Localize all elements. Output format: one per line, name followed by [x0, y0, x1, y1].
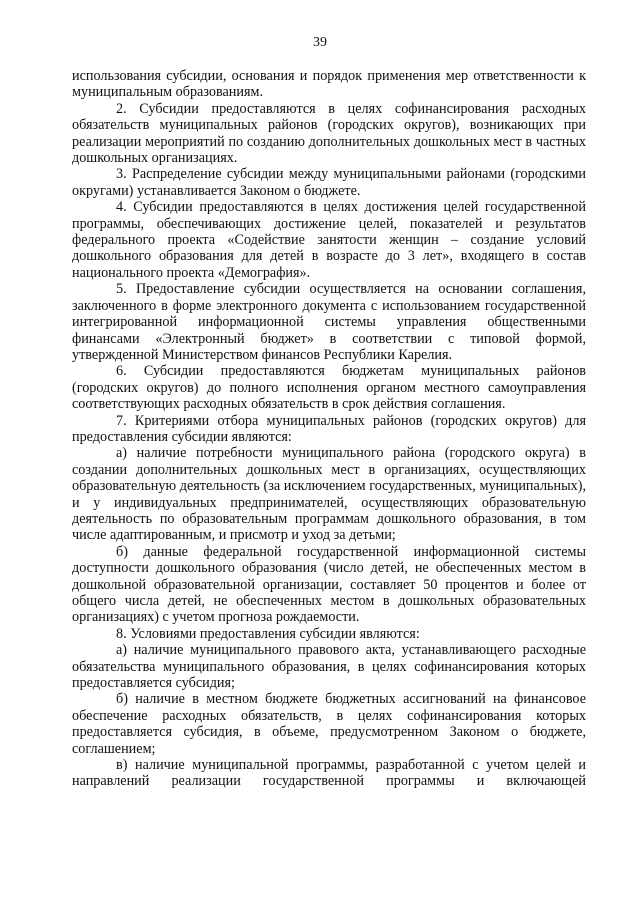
paragraph-item-2: 2. Субсидии предоставляются в целях софинансирования расходных обязательств муниципальных районов (городских округов), возникающих при реализации мероприятий по созданию дополнительных дошкольных мест в частных дошкольных организациях. [72, 100, 586, 167]
page-number: 39 [313, 35, 327, 50]
paragraph-item-4: 4. Субсидии предоставляются в целях достижения целей государственной программы, обеспечивающих достижение целей, показателей и результатов федерального проекта «Содействие занятости женщин – создание условий дошкольного образования для детей в возрасте до 3 лет», входящего в состав национального проекта «Демография». [72, 199, 586, 281]
paragraph-item-3: 3. Распределение субсидии между муниципальными районами (городскими округами) устанавливается Законом о бюджете. [72, 166, 586, 199]
paragraph-item-8a: а) наличие муниципального правового акта, устанавливающего расходные обязательства муниципального образования, в целях софинансирования которых предоставляется субсидия; [72, 642, 586, 692]
paragraph-item-8: 8. Условиями предоставления субсидии являются: [116, 625, 420, 642]
paragraph-continuation: использования субсидии, основания и порядок применения мер ответственности к муниципальным образованиям. [72, 68, 586, 101]
paragraph-item-7b: б) данные федеральной государственной информационной системы доступности дошкольного образования (число детей, не обеспеченных местом в дошкольной образовательной организации, составляет 50 процентов и более от общего числа детей, не обеспеченных местом в дошкольных образовательных организациях) с учетом прогноза рождаемости. [72, 543, 586, 626]
paragraph-item-6: 6. Субсидии предоставляются бюджетам муниципальных районов (городских округов) до полного исполнения органом местного самоуправления соответствующих расходных обязательств в срок действия соглашения. [72, 363, 586, 413]
document-body [72, 68, 586, 790]
paragraph-item-5: 5. Предоставление субсидии осуществляется на основании соглашения, заключенного в форме электронного документа с использованием государственной интегрированной информационной системы управления общественными финансами «Электронный бюджет» в соответствии с типовой формой, утвержденной Министерством финансов Республики Карелия. [72, 281, 586, 363]
paragraph-item-8b: б) наличие в местном бюджете бюджетных ассигнований на финансовое обеспечение расходных обязательств, в целях софинансирования которых предоставляется субсидия, в объеме, предусмотренном Законом о бюджете, соглашением; [72, 691, 586, 757]
paragraph-item-7a: а) наличие потребности муниципального района (городского округа) в создании дополнительных дошкольных мест в организациях, осуществляющих образовательную деятельность (за исключением государственных, муниципальных), и у индивидуальных предпринимателей, осуществляющих образовательную деятельность по образовательным программам дошкольного образования, в том числе адаптированным, и присмотр и уход за детьми; [72, 445, 586, 544]
paragraph-item-8c: в) наличие муниципальной программы, разработанной с учетом целей и направлений реализации государственной программы и включающей [72, 757, 586, 790]
paragraph-item-7: 7. Критериями отбора муниципальных районов (городских округов) для предоставления субсидии являются: [72, 412, 586, 445]
